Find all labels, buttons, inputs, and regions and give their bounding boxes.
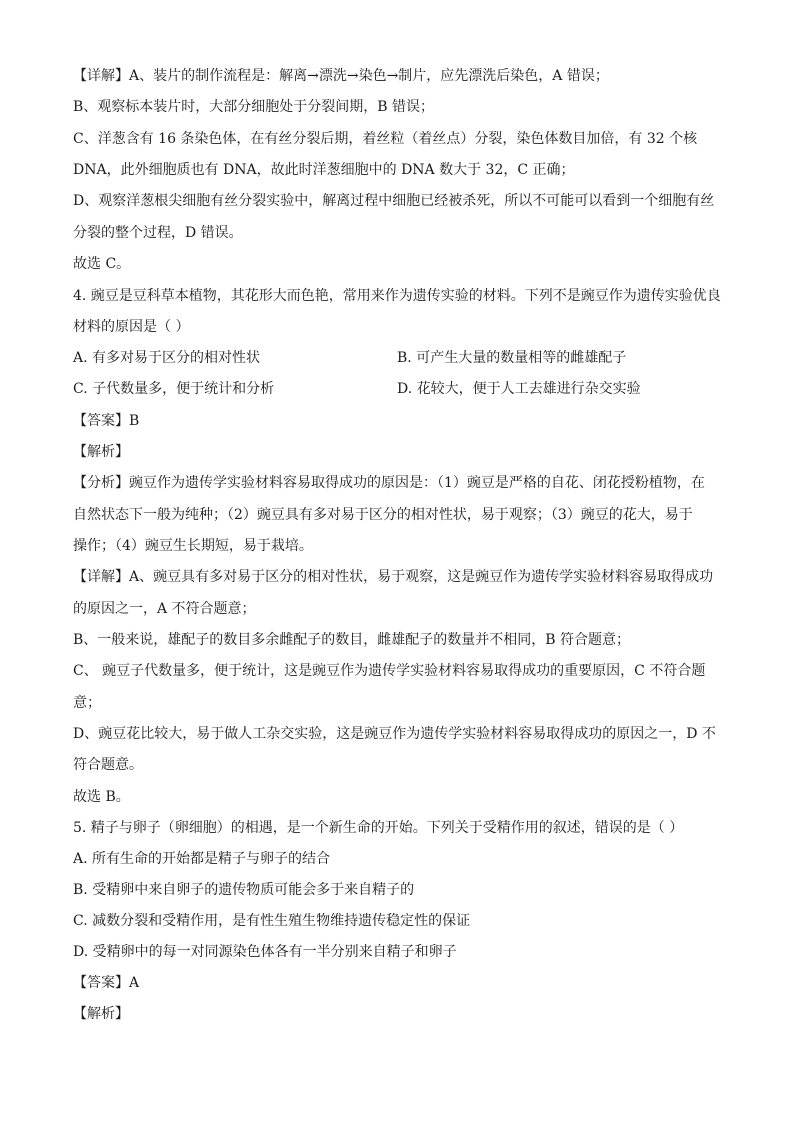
text-line: 意；: [73, 695, 101, 711]
text-line: D、豌豆花比较大，易于做人工杂交实验，这是豌豆作为遗传学实验材料容易取得成功的原因之一，D 不: [73, 726, 716, 742]
question-4-stem: 4. 豌豆是豆科草本植物，其花形大而色艳，常用来作为遗传实验的材料。下列不是豌豆作为遗传实验优良: [73, 288, 721, 304]
q5-option-c: C. 减数分裂和受精作用，是有性生殖生物维持遗传稳定性的保证: [73, 913, 471, 929]
question-5-stem: 5. 精子与卵子（卵细胞）的相遇，是一个新生命的开始。下列关于受精作用的叙述，错误的是（ ）: [73, 820, 684, 836]
text-line: B、一般来说，雄配子的数目多余雌配子的数目，雌雄配子的数量并不相同，B 符合题意；: [73, 632, 631, 648]
text-line: DNA，此外细胞质也有 DNA，故此时洋葱细胞中的 DNA 数大于 32，C 正确；: [73, 162, 575, 178]
text-line: 【详解】A、豌豆具有多对易于区分的相对性状，易于观察，这是豌豆作为遗传学实验材料容易取得成功: [73, 569, 714, 585]
text-line: D、观察洋葱根尖细胞有丝分裂实验中，解离过程中细胞已经被杀死，所以不可能可以看到一个细胞有丝: [73, 193, 715, 209]
analysis-label: 【解析】: [73, 1006, 129, 1022]
text-line: C、洋葱含有 16 条染色体，在有丝分裂后期，着丝粒（着丝点）分裂，染色体数目加倍，有 32 个核: [73, 131, 698, 147]
q4-option-c: C. 子代数量多，便于统计和分析: [73, 381, 275, 397]
q4-option-d: D. 花较大，便于人工去雄进行杂交实验: [397, 381, 641, 397]
answer-label: 【答案】B: [73, 413, 140, 429]
q4-option-a: A. 有多对易于区分的相对性状: [73, 350, 261, 366]
text-line: 【分析】豌豆作为遗传学实验材料容易取得成功的原因是：（1）豌豆是严格的自花、闭花授粉植物，在: [73, 475, 705, 491]
q5-option-a: A. 所有生命的开始都是精子与卵子的结合: [73, 851, 331, 867]
analysis-label: 【解析】: [73, 444, 129, 460]
q5-option-d: D. 受精卵中的每一对同源染色体各有一半分别来自精子和卵子: [73, 944, 457, 960]
text-line: 故选 B。: [73, 789, 130, 805]
answer-label: 【答案】A: [73, 975, 140, 991]
text-line: 操作；（4）豌豆生长期短，易于栽培。: [73, 538, 313, 554]
text-line: 分裂的整个过程，D 错误。: [73, 225, 243, 241]
question-4-stem: 材料的原因是（ ）: [73, 319, 190, 335]
text-line: C、 豌豆子代数量多，便于统计，这是豌豆作为遗传学实验材料容易取得成功的重要原因，C 不符合题: [73, 663, 706, 679]
text-line: B、观察标本装片时，大部分细胞处于分裂间期，B 错误；: [73, 99, 435, 115]
text-line: 故选 C。: [73, 256, 131, 272]
q5-option-b: B. 受精卵中来自卵子的遗传物质可能会多于来自精子的: [73, 882, 415, 898]
text-line: 【详解】A、装片的制作流程是：解离→漂洗→染色→制片，应先漂洗后染色，A 错误；: [73, 68, 609, 84]
q4-option-b: B. 可产生大量的数量相等的雌雄配子: [397, 350, 627, 366]
text-line: 符合题意。: [73, 757, 143, 773]
text-line: 的原因之一，A 不符合题意；: [73, 601, 256, 617]
text-line: 自然状态下一般为纯种；（2）豌豆具有多对易于区分的相对性状，易于观察；（3）豌豆的花大，易于: [73, 507, 693, 523]
